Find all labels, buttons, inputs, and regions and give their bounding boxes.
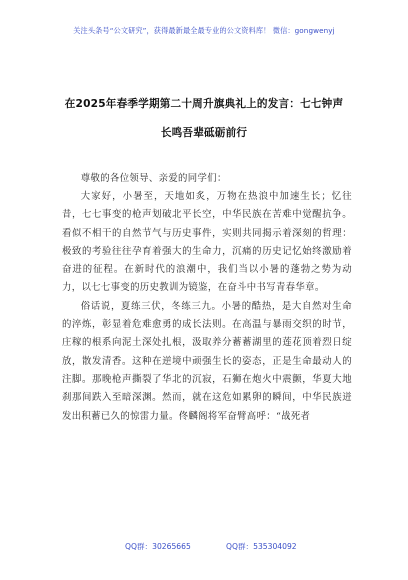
paragraph: 大家好，小暑至，天地如炙，万物在热浪中加速生长；忆往昔，七七事变的枪声划破北平长空，中华民族在苦难中觉醒抗争。看似不相干的自然节气与历史事件，实则共同揭示着深刻的哲理：极致的考验往往孕育着强大的生命力，沉痛的历史记忆始终激励着奋进的征程。在新时代的浪潮中，我们当以小暑的蓬勃之势为动力，以七七事变的历史教训为镜鉴，在奋斗中书写青春华章。 (62, 191, 352, 294)
qq-group-left: QQ群：30265665 (125, 542, 191, 551)
document-title-line-2: 长鸣吾辈砥砺前行 (160, 127, 248, 139)
document-body (62, 188, 352, 426)
salutation: 尊敬的各位领导、亲爱的同学们： (80, 173, 227, 184)
document-title-line-1: 在2025年春季学期第二十周升旗典礼上的发言：七七钟声 (64, 98, 344, 110)
header-banner: 关注头条号“公文研究”，获得最新最全最专业的公文资料库！ 微信：gongwenyj (73, 26, 335, 35)
qq-group-right: QQ群：535304092 (226, 542, 297, 551)
paragraph: 俗话说，夏练三伏，冬练三九。小暑的酷热，是大自然对生命的淬炼，彰显着危难愈勇的成长法则。在高温与暴雨交织的时节，庄稼的根系向泥土深处扎根，汲取养分蓄蓄湖里的莲花顶着烈日绽放，散发清香。这种在逆境中顽强生长的姿态，正是生命最动人的注脚。那晚枪声撕裂了华北的沉寂，石狮在炮火中震颤，华夏大地刹那间跌入至暗深渊。然而，就在这危如累卵的瞬间，中华民族迸发出积蓄已久的惊雷力量。佟麟阁将军奋臂高呼：“战死者 (62, 300, 352, 422)
